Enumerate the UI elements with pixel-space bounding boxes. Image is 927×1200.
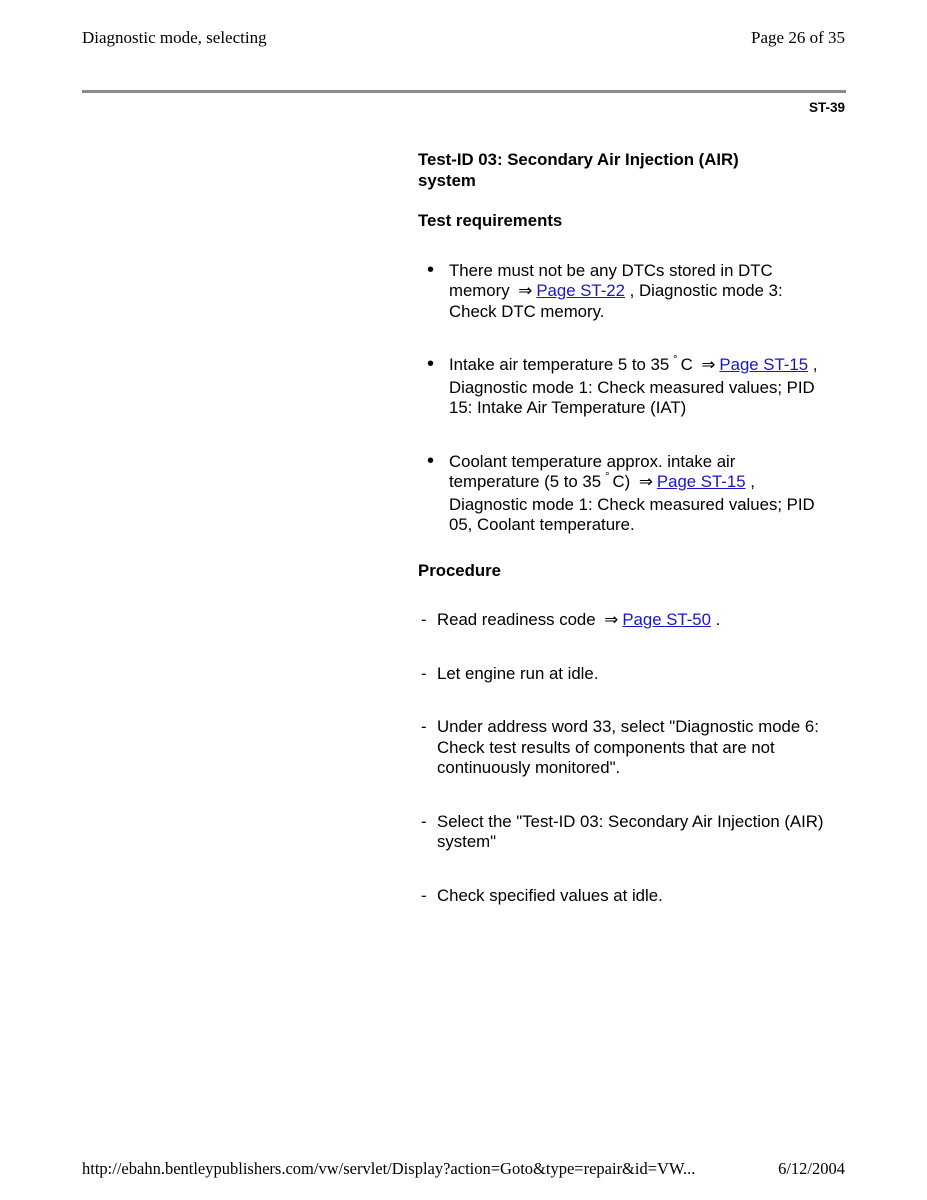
item-text: Intake air temperature 5 to 35 xyxy=(449,355,670,374)
page-link[interactable]: Page ST-50 xyxy=(622,610,711,629)
footer-date: 6/12/2004 xyxy=(778,1159,845,1178)
item-text: Under address word 33, select "Diagnostic mode 6: Check test results of components that are not continuously monitored". xyxy=(437,717,819,777)
list-item xyxy=(418,717,828,779)
requirements-heading: Test requirements xyxy=(418,211,563,230)
test-title-line2: system xyxy=(418,170,476,190)
header-divider xyxy=(82,90,846,93)
procedure-heading: Procedure xyxy=(418,560,502,580)
arrow-right-icon: ⇒ xyxy=(701,355,716,374)
list-item xyxy=(418,355,828,419)
section-code: ST-39 xyxy=(808,100,845,115)
item-text: Coolant temperature approx. intake air temperature (5 to 35 xyxy=(449,451,736,491)
unit-text: C) xyxy=(612,472,631,491)
list-item xyxy=(418,610,828,631)
item-text: Read readiness code xyxy=(437,610,596,629)
arrow-right-icon: ⇒ xyxy=(638,472,653,491)
page-link[interactable]: Page ST-15 xyxy=(719,355,809,374)
bullet-icon: • xyxy=(427,449,435,472)
dash-icon: - xyxy=(421,885,427,905)
page-number: Page 26 of 35 xyxy=(751,28,845,47)
page-link[interactable]: Page ST-15 xyxy=(656,472,746,491)
dash-icon: - xyxy=(421,811,427,831)
list-item xyxy=(418,812,828,853)
test-title xyxy=(418,150,828,191)
arrow-right-icon: ⇒ xyxy=(518,281,533,300)
page-link[interactable]: Page ST-22 xyxy=(536,281,625,300)
arrow-right-icon: ⇒ xyxy=(604,610,619,629)
degree-symbol: ° xyxy=(605,471,610,483)
degree-symbol: ° xyxy=(673,354,678,366)
dash-icon: - xyxy=(421,610,427,629)
list-item xyxy=(418,449,828,536)
unit-text: C xyxy=(680,355,693,374)
requirements-list xyxy=(418,258,828,536)
item-text: There must not be any DTCs stored in DTC memory xyxy=(449,260,773,300)
main-content xyxy=(418,150,828,906)
item-text: . xyxy=(715,610,721,629)
item-text: Check specified values at idle. xyxy=(437,885,663,905)
item-text: , Diagnostic mode 1: Check measured values; PID 15: Intake Air Temperature (IAT) xyxy=(449,355,818,417)
item-text: , Diagnostic mode 1: Check measured values; PID 05, Coolant temperature. xyxy=(449,472,815,534)
item-text: Let engine run at idle. xyxy=(437,663,599,683)
bullet-icon: • xyxy=(427,258,435,281)
bullet-icon: • xyxy=(427,353,435,375)
dash-icon: - xyxy=(421,717,427,736)
page-title: Diagnostic mode, selecting xyxy=(82,28,267,47)
item-text: , Diagnostic mode 3: Check DTC memory. xyxy=(449,281,783,321)
procedure-list xyxy=(418,610,828,906)
item-text: Select the "Test-ID 03: Secondary Air Injection (AIR) system" xyxy=(437,811,824,851)
dash-icon: - xyxy=(421,663,427,683)
list-item xyxy=(418,258,828,323)
list-item xyxy=(418,664,828,685)
footer-url: http://ebahn.bentleypublishers.com/vw/servlet/Display?action=Goto&type=repair&id=VW... xyxy=(82,1159,696,1178)
test-title-line1: Test-ID 03: Secondary Air Injection (AIR) xyxy=(418,150,739,169)
list-item xyxy=(418,886,828,907)
